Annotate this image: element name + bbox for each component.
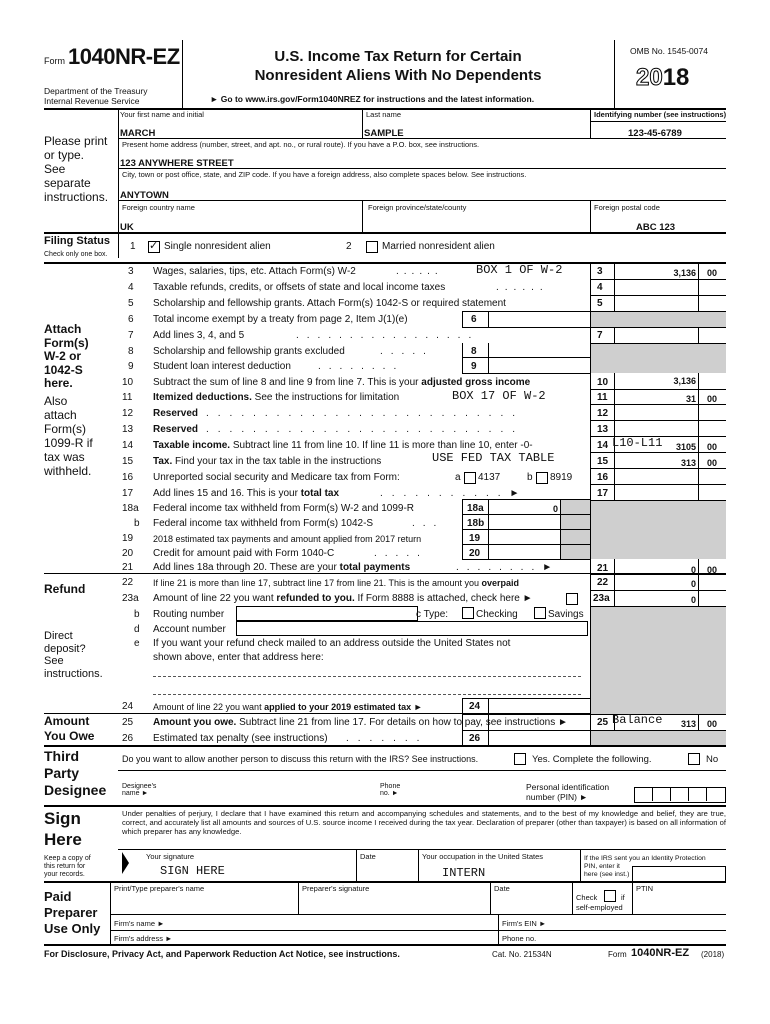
line-21-box: 21 (597, 563, 609, 574)
line-22-num: 22 (122, 577, 134, 588)
form-8919-checkbox[interactable] (536, 472, 548, 484)
line-23a-box: 23a (593, 593, 610, 604)
catalog-number: Cat. No. 21534N (492, 950, 552, 959)
third-party-question: Do you want to allow another person to discuss this return with the IRS? See instructions. (122, 754, 479, 764)
line-7-box: 7 (597, 330, 603, 341)
line-23a-num: 23a (122, 593, 139, 604)
ip-pin-note: If the IRS sent you an Identity Protection PIN, enter it here (see inst.) (584, 855, 706, 878)
line-26-num: 26 (122, 733, 134, 744)
line-17-label: Add lines 15 and 16. This is your total tax (153, 488, 340, 499)
country-label: Foreign country name (122, 203, 195, 212)
please-print: Please print (44, 134, 108, 148)
line-16b-label: b (527, 472, 533, 483)
postal-label: Foreign postal code (594, 203, 660, 212)
line-11-amount[interactable]: 31 (685, 394, 696, 404)
instructions: instructions. (44, 190, 109, 204)
address-field[interactable]: 123 ANYWHERE STREET (120, 158, 234, 169)
line-16a-label: a (455, 472, 461, 483)
savings-checkbox[interactable] (534, 607, 546, 619)
line-22-amount[interactable]: 0 (690, 579, 696, 589)
line-23b-num: b (134, 609, 140, 620)
city-label: City, town or post office, state, and ZIP code. If you have a foreign address, also complete spaces below. See instructions. (122, 170, 527, 179)
line-3-num: 3 (128, 266, 134, 277)
line-14-annotation: L10-L11 (612, 436, 663, 450)
line-14-label: Taxable income. Subtract line 11 from line 10. If line 11 is more than line 10, enter -0- (153, 440, 533, 451)
preparer-name-label: Print/Type preparer's name (114, 884, 205, 893)
firm-address-label: Firm's address ► (114, 934, 173, 943)
line-6-label: Total income exempt by a treaty from page 2, Item J(1)(e) (153, 314, 408, 325)
line-10-box: 10 (597, 377, 609, 388)
line-15-num: 15 (122, 456, 134, 467)
line-9-label: Student loan interest deduction (153, 361, 291, 372)
line-11-label: Itemized deductions. See the instructions for limitation (153, 392, 400, 403)
line-4-label: Taxable refunds, credits, or offsets of state and local income taxes (153, 282, 446, 293)
line-24-num: 24 (122, 701, 134, 712)
line-25-amount[interactable]: 313 (680, 719, 696, 729)
see: See (44, 162, 66, 176)
line-17-box: 17 (597, 488, 609, 499)
line-9-box: 9 (471, 361, 477, 372)
routing-number-label: Routing number (153, 609, 225, 620)
line-23a-amount[interactable]: 0 (690, 595, 696, 605)
postal-field[interactable]: ABC 123 (636, 222, 676, 233)
amount-you-owe-label: Amount You Owe (44, 714, 95, 743)
line-3-label: Wages, salaries, tips, etc. Attach Form(s) W-2 (153, 266, 356, 277)
form-8919-label: 8919 (550, 472, 573, 483)
firm-phone-label: Phone no. (502, 934, 537, 943)
keep-copy-note: Keep a copy of this return for your records. (44, 855, 91, 878)
form-8888-checkbox[interactable] (566, 593, 578, 605)
line-22-label: If line 21 is more than line 17, subtract line 17 from line 21. This is the amount you overpaid (153, 578, 520, 588)
line-25-annotation: Balance (612, 713, 663, 727)
account-number-label: Account number (153, 624, 226, 635)
line-3-amount[interactable]: 3,136 (673, 268, 696, 278)
line-15-label: Tax. Find your tax in the tax table in the instructions (153, 456, 382, 467)
form-title-line1: U.S. Income Tax Return for Certain (274, 48, 522, 65)
line-18b-box: 18b (467, 518, 485, 529)
signature-arrow-icon (122, 852, 129, 874)
line-18a-amount[interactable]: 0 (552, 504, 558, 514)
single-label: Single nonresident alien (164, 241, 271, 252)
line-10-amount[interactable]: 3,136 (673, 376, 696, 386)
direct-deposit-label: Direct deposit? See instructions. (44, 630, 103, 680)
line-20-label: Credit for amount paid with Form 1040-C (153, 548, 335, 559)
designee-pin-field[interactable] (634, 787, 726, 803)
address-label: Present home address (number, street, and apt. no., or rural route). If you have a P.O. box, see instructions. (122, 140, 480, 149)
line-3-annotation: BOX 1 OF W-2 (476, 263, 563, 277)
line-15-box: 15 (597, 456, 609, 467)
line-11-box: 11 (597, 392, 608, 403)
line-4-num: 4 (128, 282, 134, 293)
married-checkbox[interactable] (366, 241, 378, 253)
line-8-num: 8 (128, 346, 134, 357)
paid-preparer-title: Paid Preparer Use Only (44, 889, 101, 936)
irs-label: Internal Revenue Service (44, 96, 140, 106)
line-15-cents[interactable]: 00 (706, 458, 717, 468)
checking-checkbox[interactable] (462, 607, 474, 619)
line-26-label: Estimated tax penalty (see instructions) (153, 733, 328, 744)
occupation-field[interactable]: INTERN (442, 866, 486, 880)
line-21-label: Add lines 18a through 20. These are your total payments (153, 562, 411, 573)
firm-ein-label: Firm's EIN ► (502, 919, 547, 928)
year-bold: 18 (662, 64, 690, 91)
line-24-box: 24 (469, 701, 481, 712)
line-5-num: 5 (128, 298, 134, 309)
checking-label: Checking (476, 609, 518, 620)
last-name-field[interactable]: SAMPLE (364, 128, 404, 139)
line-10-label: Subtract the sum of line 8 and line 9 from line 7. This is your adjusted gross income (153, 377, 531, 388)
line-8-box: 8 (471, 346, 477, 357)
line-13-label: Reserved (153, 424, 199, 435)
id-number-label: Identifying number (see instructions) (594, 110, 727, 119)
form-4137-label: 4137 (478, 472, 501, 483)
also-attach-label: Also attach Form(s) 1099-R if tax was withheld. (44, 394, 93, 478)
line-11-annotation: BOX 17 OF W-2 (452, 389, 546, 403)
line-23a-label: Amount of line 22 you want refunded to you. If Form 8888 is attached, check here ► (153, 593, 533, 604)
line-21-num: 21 (122, 562, 134, 573)
attach-label: Attach Form(s) W-2 or 1042-S here. (44, 322, 89, 390)
line-20-box: 20 (469, 548, 481, 559)
filing-status-sub: Check only one box. (44, 251, 108, 258)
department: Department of the Treasury (44, 86, 148, 96)
line-18b-num: b (134, 518, 140, 529)
self-employed-label: self-employed (576, 903, 623, 912)
footer-form-number: 1040NR-EZ (631, 947, 690, 959)
line-7-label: Add lines 3, 4, and 5 (153, 330, 245, 341)
third-party-no-label: No (706, 754, 719, 765)
tax-year (636, 64, 689, 92)
third-party-no-checkbox[interactable] (688, 753, 700, 765)
line-18a-label: Federal income tax withheld from Form(s) W-2 and 1099-R (153, 503, 415, 514)
line-14-box: 14 (597, 440, 609, 451)
line-25-label: Amount you owe. Subtract line 21 from line 17. For details on how to pay, see instructions ► (153, 717, 568, 728)
line-26-box: 26 (469, 733, 481, 744)
line-5-label: Scholarship and fellowship grants. Attach Form(s) 1042-S or required statement (153, 298, 506, 309)
third-party-yes-label: Yes. Complete the following. (532, 754, 652, 765)
line-16-num: 16 (122, 472, 134, 483)
first-name-label: Your first name and initial (120, 110, 204, 119)
filing-status-title: Filing Status (44, 235, 110, 247)
preparer-date-label: Date (494, 884, 510, 893)
line-8-label: Scholarship and fellowship grants excluded (153, 346, 345, 357)
designee-phone-label: Phone no. ► (380, 783, 401, 797)
line-23e-num: e (134, 638, 140, 649)
line-13-box: 13 (597, 424, 609, 435)
line-18a-box: 18a (467, 503, 484, 514)
line-14-cents[interactable]: 00 (706, 442, 717, 452)
or-type: or type. (44, 148, 85, 162)
occupation-label: Your occupation in the United States (422, 852, 544, 861)
line-10-num: 10 (122, 377, 134, 388)
line-17-num: 17 (122, 488, 134, 499)
account-type-label: c Type: (416, 609, 449, 620)
line-15-amount[interactable]: 313 (680, 458, 696, 468)
refund-address-line-2[interactable] (153, 694, 581, 695)
line-21-amount[interactable]: 0 (690, 565, 696, 575)
id-number-field[interactable]: 123-45-6789 (628, 128, 682, 139)
account-number-field[interactable] (236, 621, 588, 636)
province-label: Foreign province/state/county (368, 203, 467, 212)
line-12-box: 12 (597, 408, 609, 419)
line-23d-num: d (134, 624, 140, 635)
firm-name-label: Firm's name ► (114, 919, 165, 928)
footer-year: (2018) (701, 950, 725, 959)
married-label: Married nonresident alien (382, 241, 495, 252)
sign-here-title: Sign Here (44, 809, 82, 849)
footer-notice: For Disclosure, Privacy Act, and Paperwork Reduction Act Notice, see instructions. (44, 949, 400, 959)
line-25-box: 25 (597, 717, 609, 728)
line-11-num: 11 (122, 392, 133, 403)
line-6-num: 6 (128, 314, 134, 325)
line-24-label: Amount of line 22 you want applied to your 2019 estimated tax ► (153, 702, 423, 712)
city-field[interactable]: ANYTOWN (120, 190, 169, 201)
line-18b-label: Federal income tax withheld from Form(s) 1042-S (153, 518, 374, 529)
line-16-box: 16 (597, 472, 609, 483)
line-7-num: 7 (128, 330, 134, 341)
line-22-box: 22 (597, 577, 609, 588)
check-mark-icon: ✓ (149, 240, 159, 252)
form-label: Form (44, 56, 65, 66)
line-19-num: 19 (122, 533, 134, 544)
line-18a-num: 18a (122, 503, 139, 514)
line-4-box: 4 (597, 282, 603, 293)
line-3-cents[interactable]: 00 (706, 268, 717, 278)
year-outline: 20 (636, 64, 663, 91)
line-12-label: Reserved (153, 408, 199, 419)
perjury-statement: Under penalties of perjury, I declare that I have examined this return and accompanying schedules and statements, and to the best of my knowledge and belief, they are true, correct, and accurately list all amounts and sources of U.S. source income I received during the tax year. Declaration of preparer (other than taxpayer) is based on all information of which preparer has any knowledge. (122, 809, 726, 836)
preparer-signature-label: Preparer's signature (302, 884, 370, 893)
form-4137-checkbox[interactable] (464, 472, 476, 484)
line-14-num: 14 (122, 440, 134, 451)
form-title-line2: Nonresident Aliens With No Dependents (254, 67, 542, 84)
line-23e-label-1: If you want your refund check mailed to an address outside the United States not (153, 638, 511, 649)
line-5-box: 5 (597, 298, 603, 309)
line-14-amount[interactable]: 3105 (675, 442, 696, 452)
single-checkbox[interactable] (148, 241, 160, 253)
line-13-num: 13 (122, 424, 134, 435)
separate: separate (44, 176, 91, 190)
omb-number: OMB No. 1545-0074 (630, 46, 708, 56)
line-19-label: 2018 estimated tax payments and amount applied from 2017 return (153, 534, 422, 544)
province-field[interactable] (364, 222, 584, 232)
savings-label: Savings (548, 609, 584, 620)
instructions-link: ► Go to www.irs.gov/Form1040NREZ for instructions and the latest information. (210, 94, 535, 104)
designee-pin-label: Personal identification number (PIN) ► (526, 782, 610, 802)
if-label: if (621, 893, 625, 902)
refund-address-line-1[interactable] (153, 676, 581, 677)
last-name-label: Last name (366, 110, 402, 119)
line-20-num: 20 (122, 548, 134, 559)
line-16-label: Unreported social security and Medicare tax from Form: (153, 472, 400, 483)
form-number: 1040NR-EZ (68, 44, 180, 69)
self-employed-checkbox[interactable] (604, 890, 616, 902)
line-12-num: 12 (122, 408, 134, 419)
footer-form-word: Form (608, 950, 627, 959)
refund-label: Refund (44, 582, 86, 596)
line-25-num: 25 (122, 717, 134, 728)
first-name-field[interactable]: MARCH (120, 128, 156, 139)
line-19-box: 19 (469, 533, 481, 544)
country-field[interactable]: UK (120, 222, 134, 233)
line-6-box: 6 (471, 314, 477, 325)
routing-number-field[interactable] (236, 606, 418, 621)
ip-pin-field[interactable] (632, 866, 726, 882)
line-15-annotation: USE FED TAX TABLE (432, 451, 555, 465)
line-25-cents[interactable]: 00 (706, 719, 717, 729)
line-21-cents[interactable]: 00 (706, 565, 717, 575)
line-11-cents[interactable]: 00 (706, 394, 717, 404)
filing-opt2-num: 2 (346, 241, 352, 252)
signature-field[interactable]: SIGN HERE (160, 864, 225, 878)
signature-label: Your signature (146, 852, 195, 861)
line-9-num: 9 (128, 361, 134, 372)
ptin-label: PTIN (636, 884, 654, 893)
designee-name-label: Designee's name ► (122, 783, 157, 797)
third-party-title: Third Party Designee (44, 748, 107, 798)
line-23e-label-2: shown above, enter that address here: (153, 652, 324, 663)
check-label: Check (576, 893, 598, 902)
filing-opt1-num: 1 (130, 241, 136, 252)
third-party-yes-checkbox[interactable] (514, 753, 526, 765)
line-3-box: 3 (597, 266, 603, 277)
date-label: Date (360, 852, 376, 861)
